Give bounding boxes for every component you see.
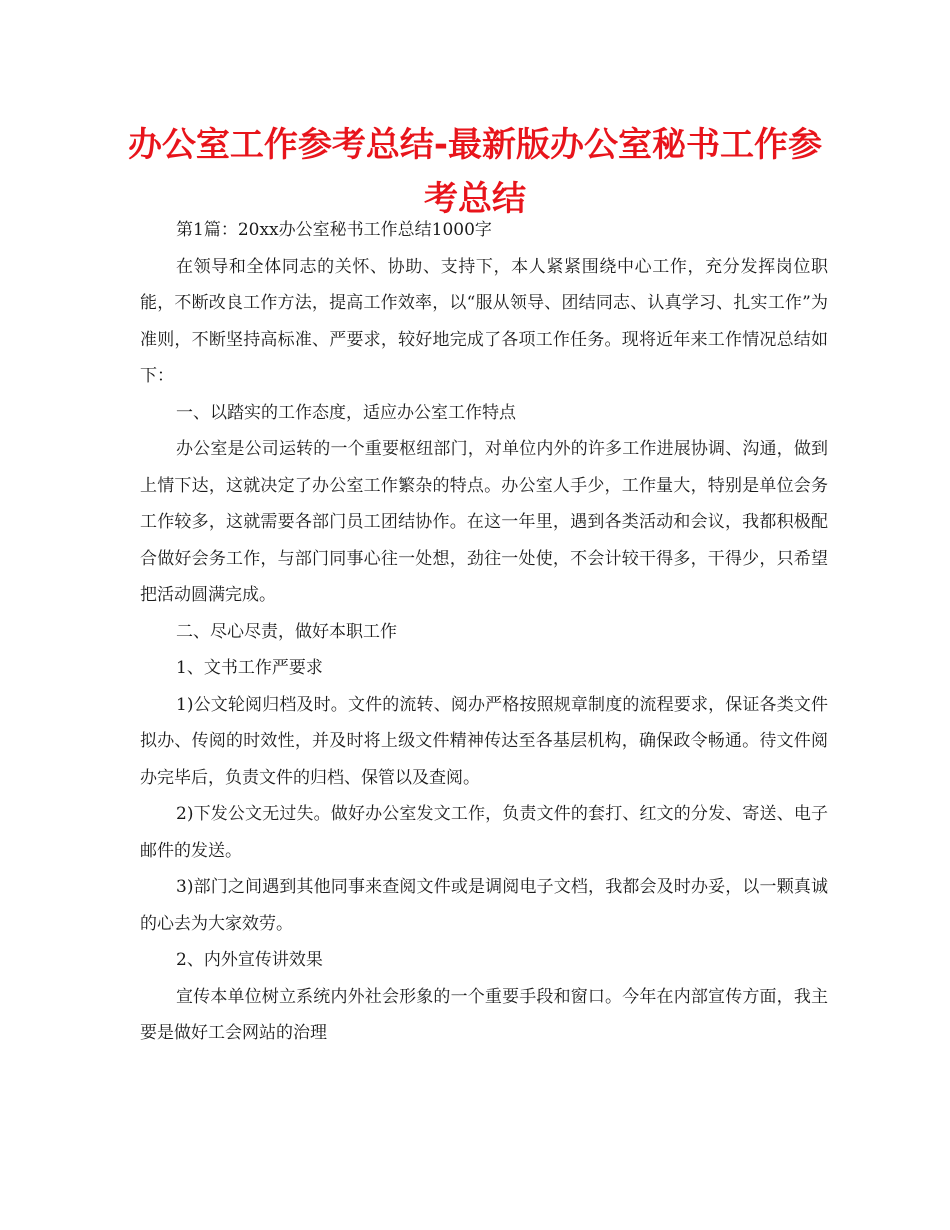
document-paragraph: 第1篇：20xx办公室秘书工作总结1000字 [176,220,492,240]
document-paragraph: 宣传本单位树立系统内外社会形象的一个重要手段和窗口。今年在内部宣传方面，我主要是做好工会网站的治理 [140,986,828,1043]
section-heading: 二、尽心尽责，做好本职工作 [176,621,397,642]
document-body [140,212,828,1052]
subsection-heading: 2、内外宣传讲效果 [176,950,323,970]
document-paragraph: 2)下发公文无过失。做好办公室发文工作，负责文件的套打、红文的分发、寄送、电子邮件的发送。 [140,804,828,861]
document-paragraph: 在领导和全体同志的关怀、协助、支持下，本人紧紧围绕中心工作，充分发挥岗位职能，不断改良工作方法，提高工作效率，以“服从领导、团结同志、认真学习、扎实工作”为准则，不断坚持高标准、严要求，较好地完成了各项工作任务。现将近年来工作情况总结如下： [140,256,828,386]
document-paragraph: 3)部门之间遇到其他同事来查阅文件或是调阅电子文档，我都会及时办妥，以一颗真诚的心去为大家效劳。 [140,877,828,934]
document-paragraph: 办公室是公司运转的一个重要枢纽部门，对单位内外的许多工作进展协调、沟通，做到上情下达，这就决定了办公室工作繁杂的特点。办公室人手少，工作量大，特别是单位会务工作较多，这就需要各部门员工团结协作。在这一年里，遇到各类活动和会议，我都积极配合做好会务工作，与部门同事心往一处想，劲往一处使，不会计较干得多，干得少，只希望把活动圆满完成。 [140,439,828,605]
section-heading: 一、以踏实的工作态度，适应办公室工作特点 [176,402,516,423]
document-title: 办公室工作参考总结-最新版办公室秘书工作参考总结 [127,125,823,219]
subsection-heading: 1、文书工作严要求 [176,658,323,678]
document-paragraph: 1)公文轮阅归档及时。文件的流转、阅办严格按照规章制度的流程要求，保证各类文件拟办、传阅的时效性，并及时将上级文件精神传达至各基层机构，确保政令畅通。待文件阅办完毕后，负责文件的归档、保管以及查阅。 [140,694,828,788]
